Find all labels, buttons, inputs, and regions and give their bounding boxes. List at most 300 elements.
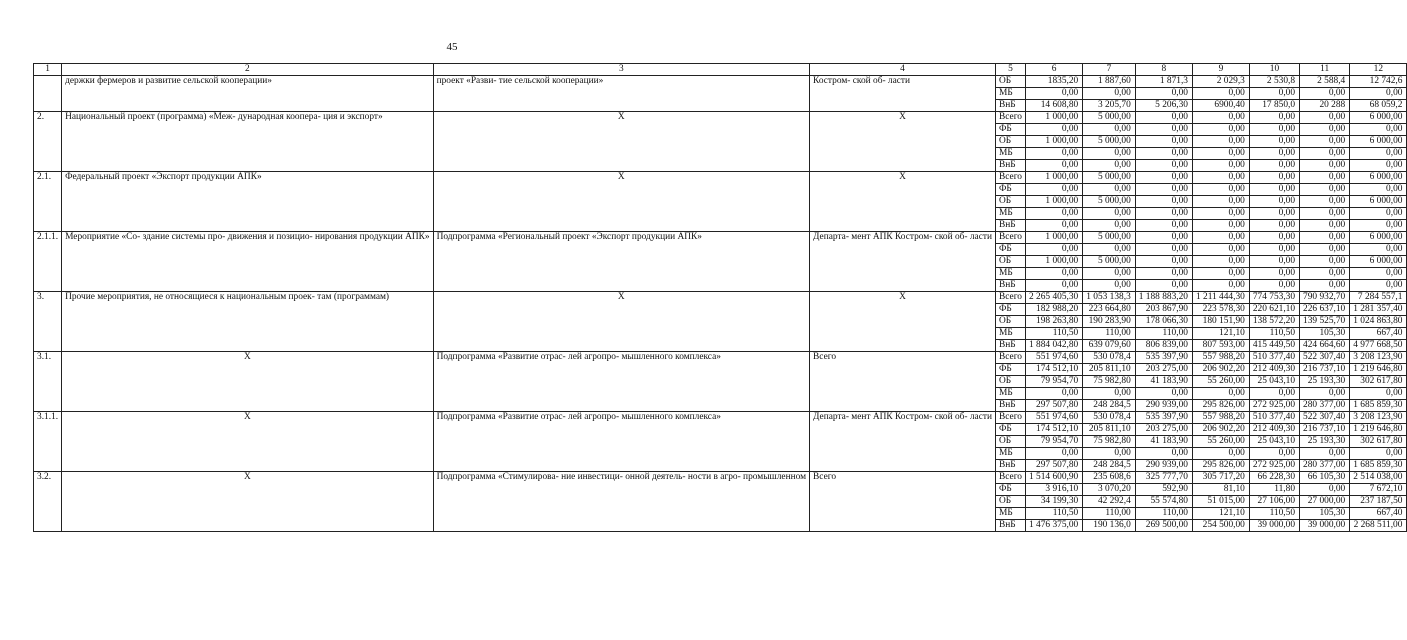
amount-cell: 1 000,00: [1026, 232, 1083, 244]
amount-cell: 203 867,90: [1135, 304, 1192, 316]
program-cell: Х: [433, 172, 809, 232]
amount-cell: 0,00: [1249, 136, 1299, 148]
amount-cell: 138 572,20: [1249, 316, 1299, 328]
amount-cell: 1 887,60: [1083, 76, 1136, 88]
item-name-cell: держки фермеров и развитие сельской кооперации»: [62, 76, 434, 112]
table-row: [34, 112, 1407, 124]
amount-cell: 174 512,10: [1026, 424, 1083, 436]
amount-cell: 0,00: [1135, 256, 1192, 268]
amount-cell: 1 000,00: [1026, 256, 1083, 268]
amount-cell: 0,00: [1192, 124, 1249, 136]
program-cell: Подпрограмма «Развитие отрас- лей агропро- мышленного комплекса»: [433, 412, 809, 472]
item-number-cell: 3.: [34, 292, 62, 352]
amount-cell: 0,00: [1249, 148, 1299, 160]
amount-cell: 0,00: [1135, 220, 1192, 232]
amount-cell: 1 476 375,00: [1026, 520, 1083, 532]
funding-source-cell: МБ: [996, 268, 1026, 280]
funding-source-cell: ОБ: [996, 196, 1026, 208]
amount-cell: 110,50: [1026, 508, 1083, 520]
item-number-cell: 2.1.1.: [34, 232, 62, 292]
amount-cell: 110,50: [1249, 508, 1299, 520]
funding-source-cell: ВнБ: [996, 280, 1026, 292]
funding-source-cell: ФБ: [996, 484, 1026, 496]
amount-cell: 205 811,10: [1083, 424, 1136, 436]
amount-cell: 0,00: [1249, 160, 1299, 172]
amount-cell: 806 839,00: [1135, 340, 1192, 352]
program-cell: Подпрограмма «Развитие отрас- лей агропро- мышленного комплекса»: [433, 352, 809, 412]
column-number: 10: [1249, 64, 1299, 76]
responsible-cell: Всего: [810, 352, 996, 412]
funding-source-cell: Всего: [996, 352, 1026, 364]
amount-cell: 1 000,00: [1026, 196, 1083, 208]
amount-cell: 0,00: [1249, 244, 1299, 256]
amount-cell: 1 000,00: [1026, 136, 1083, 148]
item-name-cell: Мероприятие «Со- здание системы про- движения и позицио- нирования продукции АПК»: [62, 232, 434, 292]
funding-source-cell: ВнБ: [996, 520, 1026, 532]
amount-cell: 41 183,90: [1135, 436, 1192, 448]
funding-source-cell: ОБ: [996, 136, 1026, 148]
amount-cell: 105,30: [1300, 328, 1350, 340]
amount-cell: 0,00: [1249, 88, 1299, 100]
amount-cell: 0,00: [1083, 124, 1136, 136]
amount-cell: 0,00: [1350, 88, 1407, 100]
amount-cell: 415 449,50: [1249, 340, 1299, 352]
amount-cell: 237 187,50: [1350, 496, 1407, 508]
amount-cell: 0,00: [1026, 148, 1083, 160]
funding-source-cell: ФБ: [996, 244, 1026, 256]
amount-cell: 667,40: [1350, 328, 1407, 340]
funding-source-cell: МБ: [996, 88, 1026, 100]
amount-cell: 6 000,00: [1350, 172, 1407, 184]
amount-cell: 203 275,00: [1135, 364, 1192, 376]
amount-cell: 551 974,60: [1026, 412, 1083, 424]
amount-cell: 5 000,00: [1083, 112, 1136, 124]
amount-cell: 1 219 646,80: [1350, 424, 1407, 436]
amount-cell: 25 193,30: [1300, 436, 1350, 448]
amount-cell: 0,00: [1192, 160, 1249, 172]
amount-cell: 0,00: [1135, 268, 1192, 280]
funding-source-cell: Всего: [996, 472, 1026, 484]
amount-cell: 42 292,4: [1083, 496, 1136, 508]
amount-cell: 295 826,00: [1192, 400, 1249, 412]
amount-cell: 121,10: [1192, 328, 1249, 340]
amount-cell: 0,00: [1135, 244, 1192, 256]
amount-cell: 5 000,00: [1083, 172, 1136, 184]
amount-cell: 0,00: [1026, 280, 1083, 292]
funding-source-cell: МБ: [996, 148, 1026, 160]
amount-cell: 1835,20: [1026, 76, 1083, 88]
amount-cell: 212 409,30: [1249, 364, 1299, 376]
amount-cell: 0,00: [1192, 88, 1249, 100]
amount-cell: 1 685 859,30: [1350, 460, 1407, 472]
amount-cell: 1 000,00: [1026, 112, 1083, 124]
budget-table: [33, 63, 1407, 532]
amount-cell: 0,00: [1300, 244, 1350, 256]
amount-cell: 0,00: [1350, 268, 1407, 280]
amount-cell: 0,00: [1192, 184, 1249, 196]
amount-cell: 0,00: [1249, 112, 1299, 124]
amount-cell: 0,00: [1300, 160, 1350, 172]
column-number: 3: [433, 64, 809, 76]
amount-cell: 0,00: [1135, 448, 1192, 460]
amount-cell: 0,00: [1083, 160, 1136, 172]
amount-cell: 0,00: [1300, 484, 1350, 496]
funding-source-cell: МБ: [996, 388, 1026, 400]
amount-cell: 178 066,30: [1135, 316, 1192, 328]
amount-cell: 302 617,80: [1350, 436, 1407, 448]
table-row: [34, 292, 1407, 304]
amount-cell: 280 377,00: [1300, 460, 1350, 472]
amount-cell: 0,00: [1135, 136, 1192, 148]
amount-cell: 0,00: [1249, 208, 1299, 220]
amount-cell: 1 871,3: [1135, 76, 1192, 88]
amount-cell: 1 024 863,80: [1350, 316, 1407, 328]
amount-cell: 68 059,2: [1350, 100, 1407, 112]
column-number: 1: [34, 64, 62, 76]
amount-cell: 0,00: [1300, 388, 1350, 400]
amount-cell: 190 136,0: [1083, 520, 1136, 532]
funding-source-cell: ФБ: [996, 364, 1026, 376]
amount-cell: 0,00: [1300, 268, 1350, 280]
amount-cell: 0,00: [1249, 196, 1299, 208]
amount-cell: 110,00: [1135, 328, 1192, 340]
amount-cell: 0,00: [1192, 232, 1249, 244]
amount-cell: 1 884 042,80: [1026, 340, 1083, 352]
funding-source-cell: Всего: [996, 112, 1026, 124]
amount-cell: 55 260,00: [1192, 436, 1249, 448]
amount-cell: 0,00: [1249, 256, 1299, 268]
amount-cell: 0,00: [1300, 148, 1350, 160]
table-row: [34, 76, 1407, 88]
funding-source-cell: ОБ: [996, 496, 1026, 508]
amount-cell: 223 578,30: [1192, 304, 1249, 316]
program-cell: проект «Разви- тие сельской кооперации»: [433, 76, 809, 112]
amount-cell: 51 015,00: [1192, 496, 1249, 508]
amount-cell: 0,00: [1083, 148, 1136, 160]
column-number: 9: [1192, 64, 1249, 76]
table-row: [34, 172, 1407, 184]
header-row: [34, 64, 1407, 76]
amount-cell: 190 283,90: [1083, 316, 1136, 328]
amount-cell: 39 000,00: [1249, 520, 1299, 532]
amount-cell: 139 525,70: [1300, 316, 1350, 328]
amount-cell: 0,00: [1350, 160, 1407, 172]
funding-source-cell: ВнБ: [996, 100, 1026, 112]
amount-cell: 0,00: [1135, 160, 1192, 172]
amount-cell: 110,50: [1026, 328, 1083, 340]
amount-cell: 290 939,00: [1135, 460, 1192, 472]
amount-cell: 0,00: [1350, 124, 1407, 136]
responsible-cell: Департа- мент АПК Костром- ской об- ласти: [810, 412, 996, 472]
amount-cell: 0,00: [1350, 184, 1407, 196]
amount-cell: 0,00: [1083, 448, 1136, 460]
amount-cell: 2 268 511,00: [1350, 520, 1407, 532]
column-number: 11: [1300, 64, 1350, 76]
amount-cell: 27 000,00: [1300, 496, 1350, 508]
responsible-cell: Х: [810, 112, 996, 172]
amount-cell: 0,00: [1300, 220, 1350, 232]
funding-source-cell: ФБ: [996, 304, 1026, 316]
amount-cell: 0,00: [1350, 220, 1407, 232]
item-number-cell: [34, 76, 62, 112]
amount-cell: 0,00: [1192, 220, 1249, 232]
amount-cell: 0,00: [1135, 148, 1192, 160]
column-number: 2: [62, 64, 434, 76]
amount-cell: 220 621,10: [1249, 304, 1299, 316]
amount-cell: 3 208 123,90: [1350, 352, 1407, 364]
amount-cell: 6 000,00: [1350, 112, 1407, 124]
amount-cell: 0,00: [1135, 232, 1192, 244]
amount-cell: 522 307,40: [1300, 352, 1350, 364]
amount-cell: 174 512,10: [1026, 364, 1083, 376]
amount-cell: 1 514 600,90: [1026, 472, 1083, 484]
funding-source-cell: ОБ: [996, 436, 1026, 448]
table-row: [34, 232, 1407, 244]
amount-cell: 535 397,90: [1135, 412, 1192, 424]
amount-cell: 0,00: [1083, 244, 1136, 256]
amount-cell: 3 916,10: [1026, 484, 1083, 496]
amount-cell: 0,00: [1300, 256, 1350, 268]
amount-cell: 0,00: [1026, 184, 1083, 196]
amount-cell: 0,00: [1083, 88, 1136, 100]
responsible-cell: Всего: [810, 472, 996, 532]
amount-cell: 510 377,40: [1249, 412, 1299, 424]
amount-cell: 0,00: [1249, 280, 1299, 292]
amount-cell: 235 608,6: [1083, 472, 1136, 484]
amount-cell: 2 514 038,00: [1350, 472, 1407, 484]
amount-cell: 0,00: [1026, 268, 1083, 280]
amount-cell: 66 228,30: [1249, 472, 1299, 484]
amount-cell: 14 608,80: [1026, 100, 1083, 112]
amount-cell: 1 211 444,30: [1192, 292, 1249, 304]
amount-cell: 66 105,30: [1300, 472, 1350, 484]
funding-source-cell: ФБ: [996, 124, 1026, 136]
amount-cell: 105,30: [1300, 508, 1350, 520]
amount-cell: 1 000,00: [1026, 172, 1083, 184]
funding-source-cell: МБ: [996, 328, 1026, 340]
amount-cell: 203 275,00: [1135, 424, 1192, 436]
amount-cell: 110,00: [1135, 508, 1192, 520]
item-number-cell: 3.1.1.: [34, 412, 62, 472]
responsible-cell: Костром- ской об- ласти: [810, 76, 996, 112]
amount-cell: 0,00: [1083, 388, 1136, 400]
amount-cell: 0,00: [1192, 280, 1249, 292]
amount-cell: 0,00: [1083, 268, 1136, 280]
amount-cell: 0,00: [1083, 220, 1136, 232]
amount-cell: 182 988,20: [1026, 304, 1083, 316]
amount-cell: 295 826,00: [1192, 460, 1249, 472]
amount-cell: 0,00: [1192, 256, 1249, 268]
amount-cell: 280 377,00: [1300, 400, 1350, 412]
amount-cell: 272 925,00: [1249, 400, 1299, 412]
amount-cell: 0,00: [1249, 172, 1299, 184]
amount-cell: 5 000,00: [1083, 256, 1136, 268]
amount-cell: 0,00: [1249, 232, 1299, 244]
amount-cell: 1 685 859,30: [1350, 400, 1407, 412]
amount-cell: 39 000,00: [1300, 520, 1350, 532]
amount-cell: 0,00: [1300, 88, 1350, 100]
funding-source-cell: ВнБ: [996, 160, 1026, 172]
amount-cell: 34 199,30: [1026, 496, 1083, 508]
amount-cell: 510 377,40: [1249, 352, 1299, 364]
funding-source-cell: ОБ: [996, 376, 1026, 388]
responsible-cell: Х: [810, 172, 996, 232]
item-number-cell: 2.1.: [34, 172, 62, 232]
amount-cell: 0,00: [1192, 388, 1249, 400]
amount-cell: 0,00: [1192, 136, 1249, 148]
amount-cell: 0,00: [1026, 208, 1083, 220]
amount-cell: 6900,40: [1192, 100, 1249, 112]
funding-source-cell: ФБ: [996, 424, 1026, 436]
amount-cell: 0,00: [1300, 172, 1350, 184]
amount-cell: 110,00: [1083, 328, 1136, 340]
column-number: 6: [1026, 64, 1083, 76]
amount-cell: 198 263,80: [1026, 316, 1083, 328]
item-name-cell: Прочие мероприятия, не относящиеся к национальным проек- там (программам): [62, 292, 434, 352]
amount-cell: 0,00: [1026, 220, 1083, 232]
funding-source-cell: ВнБ: [996, 400, 1026, 412]
amount-cell: 3 208 123,90: [1350, 412, 1407, 424]
amount-cell: 269 500,00: [1135, 520, 1192, 532]
amount-cell: 79 954,70: [1026, 376, 1083, 388]
amount-cell: 530 078,4: [1083, 412, 1136, 424]
amount-cell: 0,00: [1300, 232, 1350, 244]
table-row: [34, 352, 1407, 364]
item-name-cell: Х: [62, 472, 434, 532]
amount-cell: 0,00: [1249, 184, 1299, 196]
amount-cell: 254 500,00: [1192, 520, 1249, 532]
amount-cell: 272 925,00: [1249, 460, 1299, 472]
amount-cell: 0,00: [1350, 244, 1407, 256]
amount-cell: 0,00: [1350, 388, 1407, 400]
amount-cell: 248 284,5: [1083, 400, 1136, 412]
amount-cell: 7 284 557,1: [1350, 292, 1407, 304]
amount-cell: 6 000,00: [1350, 136, 1407, 148]
amount-cell: 557 988,20: [1192, 412, 1249, 424]
amount-cell: 297 507,80: [1026, 400, 1083, 412]
amount-cell: 0,00: [1135, 280, 1192, 292]
amount-cell: 79 954,70: [1026, 436, 1083, 448]
amount-cell: 774 753,30: [1249, 292, 1299, 304]
amount-cell: 297 507,80: [1026, 460, 1083, 472]
amount-cell: 110,00: [1083, 508, 1136, 520]
amount-cell: 248 284,5: [1083, 460, 1136, 472]
amount-cell: 2 530,8: [1249, 76, 1299, 88]
amount-cell: 0,00: [1026, 388, 1083, 400]
funding-source-cell: ОБ: [996, 316, 1026, 328]
item-number-cell: 3.2.: [34, 472, 62, 532]
amount-cell: 302 617,80: [1350, 376, 1407, 388]
amount-cell: 0,00: [1300, 112, 1350, 124]
amount-cell: 20 288: [1300, 100, 1350, 112]
amount-cell: 0,00: [1350, 280, 1407, 292]
amount-cell: 0,00: [1249, 448, 1299, 460]
amount-cell: 0,00: [1083, 184, 1136, 196]
amount-cell: 11,80: [1249, 484, 1299, 496]
amount-cell: 0,00: [1192, 244, 1249, 256]
amount-cell: 12 742,6: [1350, 76, 1407, 88]
program-cell: Подпрограмма «Региональный проект «Экспорт продукции АПК»: [433, 232, 809, 292]
funding-source-cell: МБ: [996, 448, 1026, 460]
funding-source-cell: МБ: [996, 208, 1026, 220]
funding-source-cell: Всего: [996, 292, 1026, 304]
amount-cell: 4 977 668,50: [1350, 340, 1407, 352]
item-name-cell: Х: [62, 412, 434, 472]
amount-cell: 5 206,30: [1135, 100, 1192, 112]
amount-cell: 0,00: [1300, 184, 1350, 196]
funding-source-cell: Всего: [996, 232, 1026, 244]
column-number: 5: [996, 64, 1026, 76]
funding-source-cell: МБ: [996, 508, 1026, 520]
column-number: 12: [1350, 64, 1407, 76]
column-number: 4: [810, 64, 996, 76]
amount-cell: 223 664,80: [1083, 304, 1136, 316]
amount-cell: 41 183,90: [1135, 376, 1192, 388]
amount-cell: 6 000,00: [1350, 232, 1407, 244]
amount-cell: 0,00: [1249, 124, 1299, 136]
amount-cell: 3 070,20: [1083, 484, 1136, 496]
amount-cell: 0,00: [1300, 448, 1350, 460]
amount-cell: 2 029,3: [1192, 76, 1249, 88]
amount-cell: 180 151,90: [1192, 316, 1249, 328]
amount-cell: 0,00: [1026, 88, 1083, 100]
amount-cell: 530 078,4: [1083, 352, 1136, 364]
amount-cell: 0,00: [1135, 184, 1192, 196]
amount-cell: 25 193,30: [1300, 376, 1350, 388]
amount-cell: 206 902,20: [1192, 364, 1249, 376]
amount-cell: 0,00: [1026, 124, 1083, 136]
amount-cell: 0,00: [1249, 220, 1299, 232]
amount-cell: 25 043,10: [1249, 436, 1299, 448]
amount-cell: 639 079,60: [1083, 340, 1136, 352]
program-cell: Х: [433, 112, 809, 172]
amount-cell: 25 043,10: [1249, 376, 1299, 388]
amount-cell: 0,00: [1135, 124, 1192, 136]
amount-cell: 551 974,60: [1026, 352, 1083, 364]
amount-cell: 17 850,0: [1249, 100, 1299, 112]
amount-cell: 205 811,10: [1083, 364, 1136, 376]
amount-cell: 0,00: [1350, 448, 1407, 460]
amount-cell: 0,00: [1192, 196, 1249, 208]
amount-cell: 0,00: [1300, 124, 1350, 136]
amount-cell: 6 000,00: [1350, 256, 1407, 268]
amount-cell: 1 281 357,40: [1350, 304, 1407, 316]
column-number: 7: [1083, 64, 1136, 76]
funding-source-cell: Всего: [996, 412, 1026, 424]
amount-cell: 0,00: [1135, 88, 1192, 100]
amount-cell: 0,00: [1350, 208, 1407, 220]
responsible-cell: Х: [810, 292, 996, 352]
amount-cell: 226 637,10: [1300, 304, 1350, 316]
amount-cell: 7 672,10: [1350, 484, 1407, 496]
amount-cell: 1 188 883,20: [1135, 292, 1192, 304]
amount-cell: 0,00: [1135, 112, 1192, 124]
amount-cell: 216 737,10: [1300, 364, 1350, 376]
amount-cell: 0,00: [1300, 280, 1350, 292]
amount-cell: 5 000,00: [1083, 232, 1136, 244]
amount-cell: 0,00: [1300, 136, 1350, 148]
amount-cell: 121,10: [1192, 508, 1249, 520]
amount-cell: 0,00: [1026, 448, 1083, 460]
amount-cell: 216 737,10: [1300, 424, 1350, 436]
funding-source-cell: Всего: [996, 172, 1026, 184]
funding-source-cell: ВнБ: [996, 340, 1026, 352]
amount-cell: 667,40: [1350, 508, 1407, 520]
item-name-cell: Национальный проект (программа) «Меж- дународная коопера- ция и экспорт»: [62, 112, 434, 172]
amount-cell: 0,00: [1135, 172, 1192, 184]
amount-cell: 1 053 138,3: [1083, 292, 1136, 304]
amount-cell: 2 588,4: [1300, 76, 1350, 88]
